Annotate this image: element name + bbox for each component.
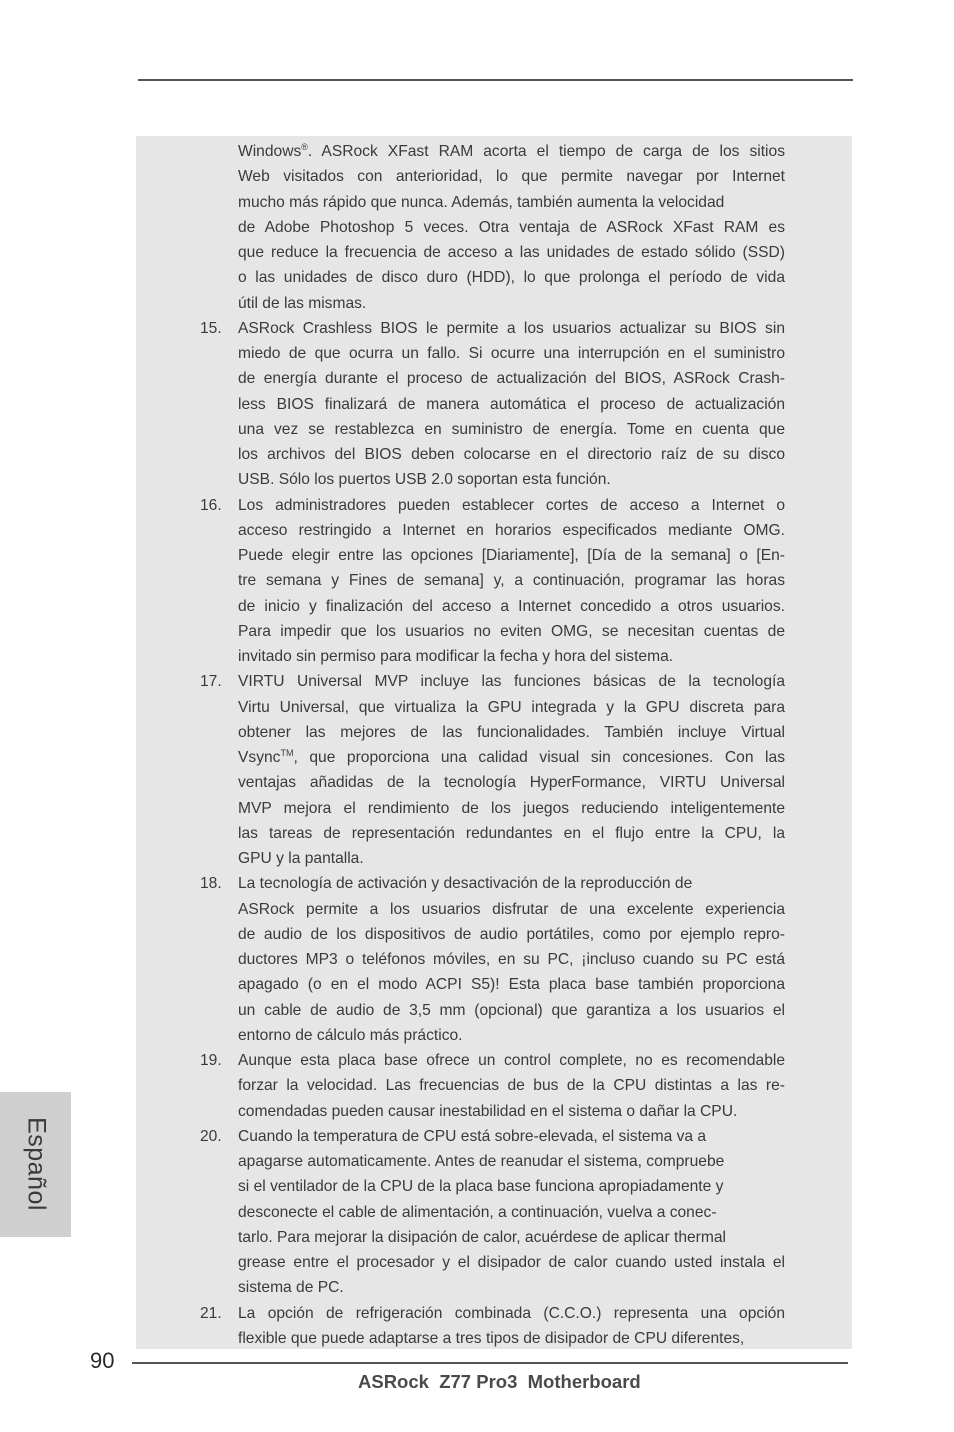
list-item-text [238,1124,785,1301]
text-line: comendadas pueden causar inestabilidad en el sistema o dañar la CPU. [238,1102,738,1120]
body-text [200,139,785,1351]
trademark-mark: TM [280,748,294,758]
list-item [200,1124,785,1301]
text-line: MVP mejora el rendimiento de los juegos reduciendo inteligentemente [238,799,785,817]
text-line: una vez se restablezca en suministro de energía. Tome en cuenta que [238,420,785,438]
footer-rule [132,1362,848,1364]
text-line: de audio de los dispositivos de audio portátiles, como por ejemplo repro- [238,925,785,943]
text-line: las tareas de representación redundantes en el flujo entre la CPU, la [238,824,785,842]
text-line: obtener las mejores de las funcionalidades. También incluye Virtual [238,723,785,741]
list-item-number: 20. [200,1127,222,1145]
header-rule [138,79,853,81]
text-line: Windows®. ASRock XFast RAM acorta el tiempo de carga de los sitios [238,142,785,160]
intro-text [238,139,785,316]
list-item-text [238,871,785,1048]
list-item [200,669,785,871]
text-line: de inicio y finalización del acceso a Internet concedido a otros usuarios. [238,597,785,615]
text-line: Aunque esta placa base ofrece un control complete, no es recomendable [238,1052,785,1069]
registered-mark: ® [301,142,308,152]
text-line: USB. Sólo los puertos USB 2.0 soportan esta función. [238,471,611,489]
text-line: ASRock Crashless BIOS le permite a los usuarios actualizar su BIOS sin [238,319,785,337]
text-line: Web visitados con anterioridad, lo que permite navegar por Internet [238,168,785,186]
text-line: forzar la velocidad. Las frecuencias de bus de la CPU distintas a las re- [238,1077,785,1095]
list-item [200,1048,785,1124]
text-line: entorno de cálculo más práctico. [238,1026,463,1044]
numbered-list [200,316,785,1351]
text-line: mucho más rápido que nunca. Además, también aumenta la velocidad [238,193,725,211]
list-item-number: 19. [200,1052,222,1069]
text-line: que reduce la frecuencia de acceso a las unidades de estado sólido (SSD) [238,244,785,261]
footer-title: ASRock Z77 Pro3 Motherboard [358,1371,641,1392]
intro-paragraph [200,139,785,316]
text-line: Los administradores pueden establecer cortes de acceso a Internet o [238,496,785,514]
text-line: Virtu Universal, que virtualiza la GPU integrada y la GPU discreta para [238,698,785,716]
text-line: flexible que puede adaptarse a tres tipos de disipador de CPU diferentes, [238,1329,745,1347]
text-line: miedo de que ocurra un fallo. Si ocurre una interrupción en el suministro [238,345,785,362]
text-line: ASRock permite a los usuarios disfrutar de una excelente experiencia [238,900,785,918]
text-line: desconecte el cable de alimentación, a continuación, vuelva a conec- [238,1203,717,1221]
list-item-text [238,1301,785,1352]
text-line: ventajas añadidas de la tecnología HyperFormance, VIRTU Universal [238,774,785,792]
text-line: La opción de refrigeración combinada (C.C.O.) representa una opción [238,1304,785,1322]
text-line: tre semana y Fines de semana] y, a continuación, programar las horas [238,572,785,590]
list-item [200,1301,785,1352]
list-item-number: 15. [200,319,222,337]
list-item [200,871,785,1048]
text-line: Para impedir que los usuarios no eviten OMG, se necesitan cuentas de [238,622,785,640]
text-line: de Adobe Photoshop 5 veces. Otra ventaja de ASRock XFast RAM es [238,218,785,236]
language-tab-label: Español [22,1117,51,1211]
list-item-number: 17. [200,673,222,691]
text-line: less BIOS finalizará de manera automática el proceso de actualización [238,395,785,413]
list-item [200,316,785,493]
text-line: Vsync™, que proporciona una calidad visual sin concesiones. Con las [238,748,785,766]
list-item-text [238,493,785,670]
page-number: 90 [90,1348,115,1373]
text-line: GPU y la pantalla. [238,850,364,867]
list-item [200,493,785,670]
text-line: tarlo. Para mejorar la disipación de calor, acuérdese de aplicar thermal [238,1228,726,1246]
text-line: acceso restringido a Internet en horarios especificados mediante OMG. [238,521,785,539]
text-line: VIRTU Universal MVP incluye las funciones básicas de la tecnología [238,673,785,691]
list-item-text [238,1048,785,1124]
text-line: apagado (o en el modo ACPI S5)! Esta placa base también proporciona [238,976,785,994]
text-line: los archivos del BIOS deben colocarse en el directorio raíz de su disco [238,446,785,463]
text-line: o las unidades de disco duro (HDD), lo que prolonga el período de vida [238,269,785,287]
language-tab [0,1092,71,1237]
list-item-number: 21. [200,1304,222,1322]
text-line: Cuando la temperatura de CPU está sobre-elevada, el sistema va a [238,1127,707,1145]
text-line: Puede elegir entre las opciones [Diariamente], [Día de la semana] o [En- [238,547,785,564]
text-line: un cable de audio de 3,5 mm (opcional) que garantiza a los usuarios el [238,1001,785,1019]
text-line: apagarse automaticamente. Antes de reanudar el sistema, compruebe [238,1153,725,1170]
text-line: La tecnología de activación y desactivación de la reproducción de [238,875,693,893]
list-item-number: 16. [200,496,222,514]
list-item-number: 18. [200,875,222,893]
text-line: sistema de PC. [238,1279,344,1297]
text-line: de energía durante el proceso de actualización del BIOS, ASRock Crash- [238,370,785,388]
text-line: ductores MP3 o teléfonos móviles, en su PC, ¡incluso cuando su PC está [238,951,785,968]
text-line: si el ventilador de la CPU de la placa base funciona apropiadamente y [238,1178,724,1196]
text-line: grease entre el procesador y el disipador de calor cuando usted instala el [238,1254,785,1271]
list-item-text [238,316,785,493]
list-item-text [238,669,785,871]
list-number [200,139,238,316]
text-line: útil de las mismas. [238,294,367,312]
text-line: invitado sin permiso para modificar la fecha y hora del sistema. [238,648,674,665]
